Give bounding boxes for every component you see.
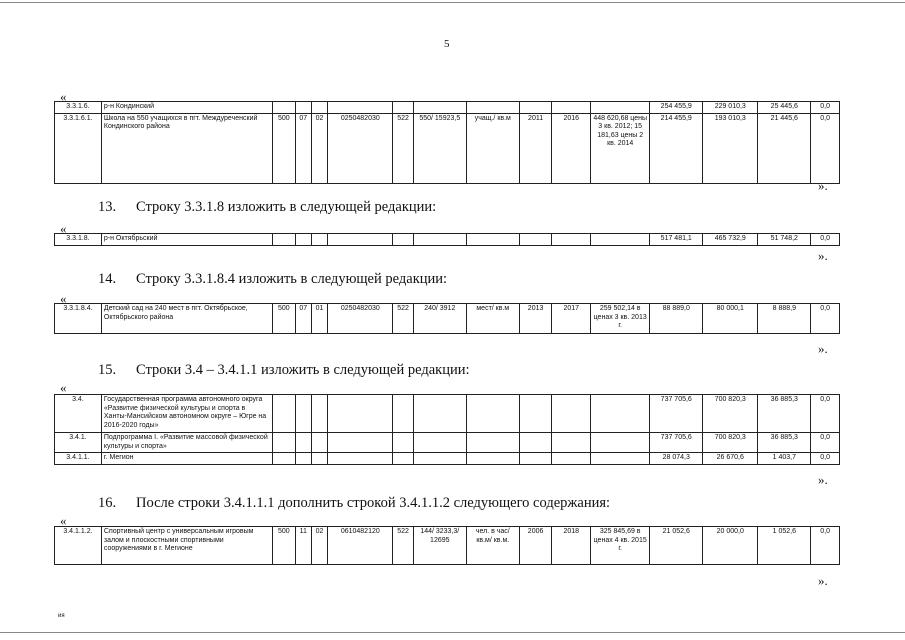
table-cell: 465 732,9 xyxy=(703,234,758,246)
row-code: 3.3.1.6. xyxy=(55,102,102,114)
table-cell xyxy=(466,395,519,433)
heading-16 xyxy=(98,495,610,512)
table-cell: 325 845,69 в ценах 4 кв. 2015 г. xyxy=(591,527,650,565)
table-cell: 0250482030 xyxy=(328,304,393,334)
table-cell xyxy=(552,102,591,114)
table-cell xyxy=(466,453,519,465)
table-cell xyxy=(519,433,552,453)
table-cell: 21 445,6 xyxy=(758,113,811,183)
heading-number: 13. xyxy=(98,199,117,215)
table-cell: 737 705,6 xyxy=(650,433,703,453)
table-cell: 2017 xyxy=(552,304,591,334)
table-cell xyxy=(328,395,393,433)
table-cell xyxy=(591,102,650,114)
table-cell: 07 xyxy=(295,113,311,183)
table-cell xyxy=(591,453,650,465)
table-cell: 500 xyxy=(273,113,295,183)
table-cell: 254 455,9 xyxy=(650,102,703,114)
table-cell: 550/ 15923,5 xyxy=(413,113,466,183)
row-code: 3.3.1.6.1. xyxy=(55,113,102,183)
table-cell: 0610482120 xyxy=(328,527,393,565)
table-s13 xyxy=(54,233,840,246)
row-name: Подпрограмма I. «Развитие массовой физической культуры и спорта» xyxy=(101,433,272,453)
page-number: 5 xyxy=(444,38,450,50)
row-name: г. Мегион xyxy=(101,453,272,465)
row-name: Спортивный центр с универсальным игровым залом и плоскостными спортивными сооружениями в г. Мегионе xyxy=(101,527,272,565)
table-cell: 01 xyxy=(311,304,327,334)
table-s14 xyxy=(54,303,840,334)
table-cell xyxy=(519,453,552,465)
table-row xyxy=(55,527,840,565)
table-cell xyxy=(393,102,413,114)
table-cell xyxy=(393,395,413,433)
row-code: 3.4.1.1.2. xyxy=(55,527,102,565)
table-s12 xyxy=(54,101,840,184)
table-cell xyxy=(273,453,295,465)
table-cell: 0,0 xyxy=(811,102,840,114)
table-cell: 522 xyxy=(393,527,413,565)
table-cell: 51 748,2 xyxy=(758,234,811,246)
table-row xyxy=(55,113,840,183)
table-cell xyxy=(552,234,591,246)
table-row xyxy=(55,433,840,453)
table-cell xyxy=(295,453,311,465)
table-cell xyxy=(466,433,519,453)
table-cell: 2018 xyxy=(552,527,591,565)
heading-number: 14. xyxy=(98,271,117,287)
table-cell xyxy=(295,102,311,114)
table-cell xyxy=(552,395,591,433)
table-cell: 25 445,6 xyxy=(758,102,811,114)
table-cell: 448 620,68 цены 3 кв. 2012; 15 181,63 цены 2 кв. 2014 xyxy=(591,113,650,183)
table-row xyxy=(55,234,840,246)
table-cell xyxy=(393,453,413,465)
open-quote: « xyxy=(60,513,67,528)
heading-number: 15. xyxy=(98,362,117,378)
table-cell: чел. в час/ кв.м/ кв.м. xyxy=(466,527,519,565)
table-cell xyxy=(311,234,327,246)
heading-text: Строку 3.3.1.8.4 изложить в следующей редакции: xyxy=(136,271,448,287)
row-code: 3.3.1.8.4. xyxy=(55,304,102,334)
table-cell: 500 xyxy=(273,527,295,565)
table-cell: 0,0 xyxy=(811,433,840,453)
close-quote: ». xyxy=(818,178,828,193)
close-quote: ». xyxy=(818,472,828,487)
table-cell xyxy=(273,433,295,453)
table-row xyxy=(55,453,840,465)
table-cell: 36 885,3 xyxy=(758,395,811,433)
open-quote: « xyxy=(60,89,67,104)
table-cell: 1 403,7 xyxy=(758,453,811,465)
row-name: Школа на 550 учащихся в пгт. Междуреченский Кондинского района xyxy=(101,113,272,183)
open-quote: « xyxy=(60,380,67,395)
table-cell xyxy=(273,102,295,114)
scan-top-edge xyxy=(0,2,905,3)
table-cell xyxy=(311,102,327,114)
close-quote: ». xyxy=(818,248,828,263)
table-cell: 2016 xyxy=(552,113,591,183)
table-cell: 0,0 xyxy=(811,395,840,433)
table-cell xyxy=(393,433,413,453)
table-cell: 26 670,6 xyxy=(703,453,758,465)
table-cell xyxy=(519,234,552,246)
table-row xyxy=(55,102,840,114)
open-quote: « xyxy=(60,291,67,306)
row-name: р-н Октябрьский xyxy=(101,234,272,246)
table-cell: 193 010,3 xyxy=(703,113,758,183)
table-cell: 522 xyxy=(393,113,413,183)
heading-number: 16. xyxy=(98,495,117,511)
heading-13 xyxy=(98,199,436,216)
table-cell: 07 xyxy=(295,304,311,334)
table-cell xyxy=(273,234,295,246)
table-cell xyxy=(552,453,591,465)
close-quote: ». xyxy=(818,573,828,588)
table-cell xyxy=(552,433,591,453)
table-cell: 0,0 xyxy=(811,113,840,183)
footer-mark: ия xyxy=(58,613,65,619)
table-cell xyxy=(413,433,466,453)
table-cell: 522 xyxy=(393,304,413,334)
table-cell xyxy=(328,234,393,246)
table-cell xyxy=(273,395,295,433)
scan-bottom-edge xyxy=(0,632,905,633)
table-cell: 259 502,14 в ценах 3 кв. 2013 г. xyxy=(591,304,650,334)
heading-text: Строку 3.3.1.8 изложить в следующей редакции: xyxy=(136,199,437,215)
row-code: 3.4.1.1. xyxy=(55,453,102,465)
table-cell xyxy=(295,433,311,453)
table-cell xyxy=(519,102,552,114)
table-cell: 0,0 xyxy=(811,453,840,465)
heading-text: Строки 3.4 – 3.4.1.1 изложить в следующей редакции: xyxy=(136,362,470,378)
row-name: Государственная программа автономного округа «Развитие физической культуры и спорта в Ханты-Мансийском автономном округе – Югре на 2016-2020 годы» xyxy=(101,395,272,433)
table-cell: 20 000,0 xyxy=(703,527,758,565)
table-row xyxy=(55,304,840,334)
table-cell: 2013 xyxy=(519,304,552,334)
row-code: 3.4. xyxy=(55,395,102,433)
row-name: р-н Кондинский xyxy=(101,102,272,114)
table-cell: 36 885,3 xyxy=(758,433,811,453)
table-cell xyxy=(295,234,311,246)
heading-14 xyxy=(98,271,447,288)
table-cell: 0,0 xyxy=(811,234,840,246)
close-quote: ». xyxy=(818,341,828,356)
table-cell xyxy=(311,433,327,453)
table-cell xyxy=(591,433,650,453)
table-cell xyxy=(311,395,327,433)
table-cell xyxy=(328,433,393,453)
table-row xyxy=(55,395,840,433)
table-cell: 11 xyxy=(295,527,311,565)
table-cell: 737 705,6 xyxy=(650,395,703,433)
heading-text: После строки 3.4.1.1.1 дополнить строкой 3.4.1.1.2 следующего содержания: xyxy=(136,495,611,511)
row-code: 3.3.1.8. xyxy=(55,234,102,246)
table-cell: 700 820,3 xyxy=(703,395,758,433)
table-cell: 02 xyxy=(311,113,327,183)
table-cell: 240/ 3912 xyxy=(413,304,466,334)
row-name: Детский сад на 240 мест в пгт. Октябрьское, Октябрьского района xyxy=(101,304,272,334)
table-cell xyxy=(413,395,466,433)
table-cell: 80 000,1 xyxy=(703,304,758,334)
table-cell xyxy=(413,102,466,114)
table-cell: 700 820,3 xyxy=(703,433,758,453)
table-cell: 8 888,9 xyxy=(758,304,811,334)
table-cell xyxy=(591,395,650,433)
heading-15 xyxy=(98,362,470,379)
table-cell: 229 010,3 xyxy=(703,102,758,114)
table-cell: 2011 xyxy=(519,113,552,183)
table-cell xyxy=(466,234,519,246)
table-cell xyxy=(519,395,552,433)
table-cell xyxy=(393,234,413,246)
table-cell xyxy=(413,234,466,246)
table-cell: 28 074,3 xyxy=(650,453,703,465)
table-cell: 500 xyxy=(273,304,295,334)
table-cell: 517 481,1 xyxy=(650,234,703,246)
table-cell: 214 455,9 xyxy=(650,113,703,183)
table-cell xyxy=(328,453,393,465)
table-cell: 2006 xyxy=(519,527,552,565)
row-code: 3.4.1. xyxy=(55,433,102,453)
table-cell xyxy=(591,234,650,246)
table-cell xyxy=(466,102,519,114)
table-cell: 0,0 xyxy=(811,527,840,565)
table-cell xyxy=(311,453,327,465)
table-s16 xyxy=(54,526,840,565)
table-cell: учащ./ кв.м xyxy=(466,113,519,183)
table-cell: 88 889,0 xyxy=(650,304,703,334)
table-cell: 1 052,6 xyxy=(758,527,811,565)
table-cell: 02 xyxy=(311,527,327,565)
table-cell xyxy=(295,395,311,433)
table-cell: 0,0 xyxy=(811,304,840,334)
table-cell: мест/ кв.м xyxy=(466,304,519,334)
table-cell: 21 052,6 xyxy=(650,527,703,565)
table-cell xyxy=(328,102,393,114)
table-s15 xyxy=(54,394,840,465)
table-cell xyxy=(413,453,466,465)
table-cell: 0250482030 xyxy=(328,113,393,183)
table-cell: 144/ 3233,3/ 12695 xyxy=(413,527,466,565)
open-quote: « xyxy=(60,221,67,236)
